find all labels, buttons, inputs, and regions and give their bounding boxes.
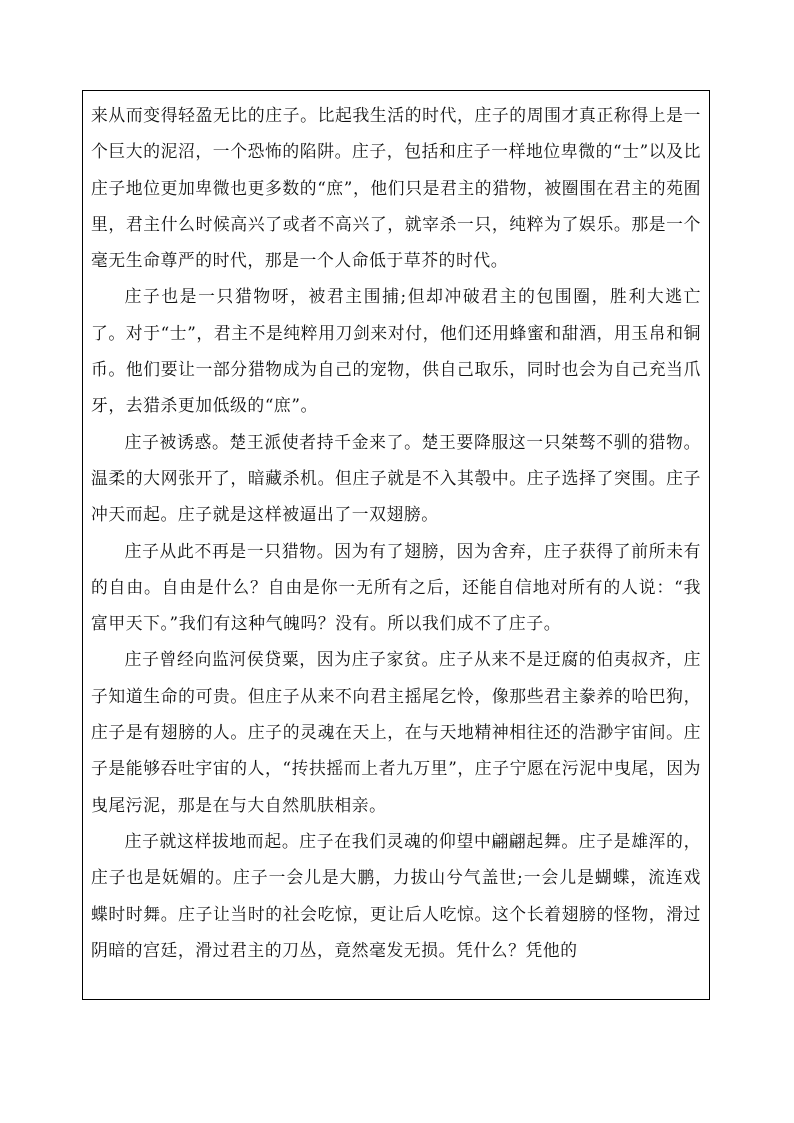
paragraph-5: 庄子曾经向监河侯贷粟，因为庄子家贫。庄子从来不是迂腐的伯夷叔齐，庄子知道生命的可贵。但庄子从来不向君主摇尾乞怜，像那些君主豢养的哈巴狗，庄子是有翅膀的人。庄子的灵魂在天上，在与天地精神相往还的浩渺宇宙间。庄子是能够吞吐宇宙的人，“抟扶摇而上者九万里”，庄子宁愿在污泥中曳尾，因为曳尾污泥，那是在与大自然肌肤相亲。 [91,649,701,815]
text-frame [82,90,710,1000]
paragraph-4: 庄子从此不再是一只猎物。因为有了翅膀，因为舍弃，庄子获得了前所未有的自由。自由是什么？自由是你一无所有之后，还能自信地对所有的人说：“我富甲天下。”我们有这种气魄吗？没有。所以我们成不了庄子。 [91,540,701,634]
paragraph-1: 来从而变得轻盈无比的庄子。比起我生活的时代，庄子的周围才真正称得上是一个巨大的泥沼，一个恐怖的陷阱。庄子，包括和庄子一样地位卑微的“士”以及比庄子地位更加卑微也更多数的“庶”，他们只是君主的猎物，被圈围在君主的苑囿里，君主什么时候高兴了或者不高兴了，就宰杀一只，纯粹为了娱乐。那是一个毫无生命尊严的时代，那是一个人命低于草芥的时代。 [91,105,701,271]
paragraph-6: 庄子就这样拔地而起。庄子在我们灵魂的仰望中翩翩起舞。庄子是雄浑的，庄子也是妩媚的。庄子一会儿是大鹏，力拔山兮气盖世;一会儿是蝴蝶，流连戏蝶时时舞。庄子让当时的社会吃惊，更让后人吃惊。这个长着翅膀的怪物，滑过阴暗的宫廷，滑过君主的刀丛，竟然毫发无损。凭什么？凭他的 [91,830,701,960]
paragraph-3: 庄子被诱惑。楚王派使者持千金来了。楚王要降服这一只桀骜不驯的猎物。温柔的大网张开了，暗藏杀机。但庄子就是不入其彀中。庄子选择了突围。庄子冲天而起。庄子就是这样被逼出了一双翅膀。 [91,431,701,525]
paragraph-2: 庄子也是一只猎物呀，被君主围捕;但却冲破君主的包围圈，胜利大逃亡了。对于“士”，君主不是纯粹用刀剑来对付，他们还用蜂蜜和甜酒，用玉帛和铜币。他们要让一部分猎物成为自己的宠物，供自己取乐，同时也会为自己充当爪牙，去猎杀更加低级的“庶”。 [91,286,701,416]
document-body [91,97,701,968]
